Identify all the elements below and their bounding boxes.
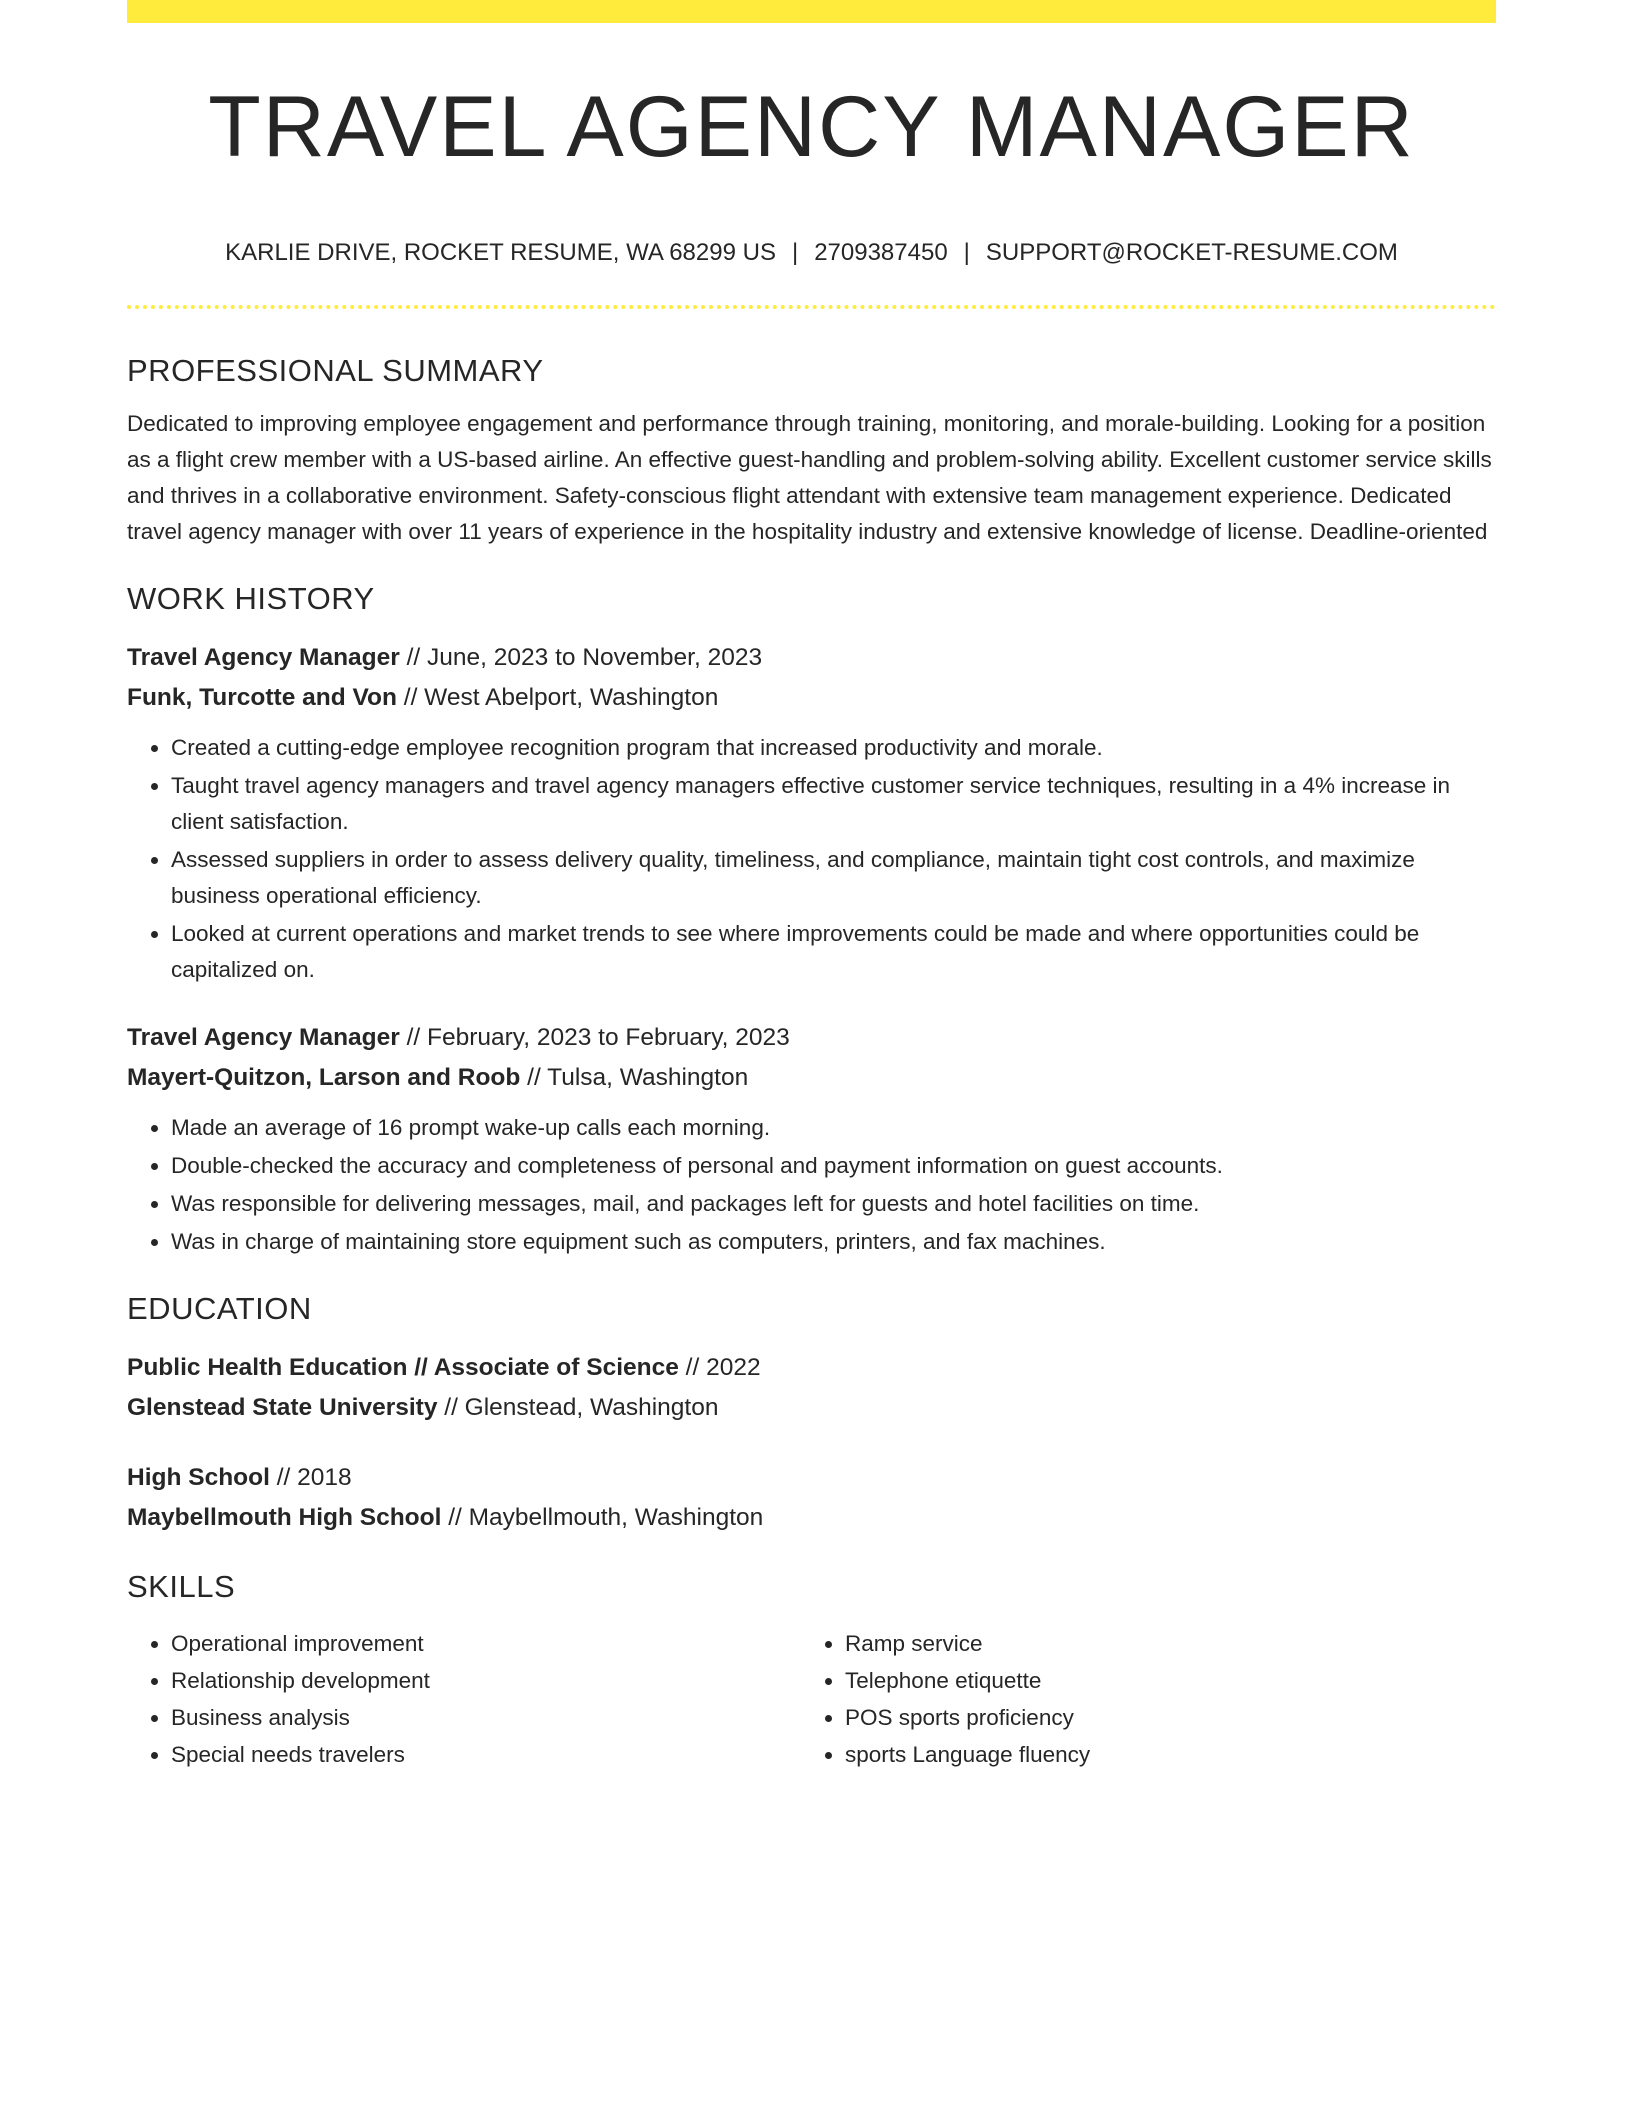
summary-section: [127, 350, 1496, 550]
resume-title: TRAVEL AGENCY MANAGER: [208, 79, 1415, 175]
education-entry: [127, 1458, 1496, 1538]
contact-line: [127, 236, 1496, 270]
job-dates: // February, 2023 to February, 2023: [399, 1024, 790, 1051]
job-location: // Tulsa, Washington: [520, 1064, 749, 1091]
job-company-line: [127, 678, 1496, 718]
job-location: // West Abelport, Washington: [396, 684, 719, 711]
contact-phone: 2709387450: [814, 239, 948, 266]
skills-heading: SKILLS: [127, 1569, 236, 1604]
work-history-heading: WORK HISTORY: [127, 581, 375, 616]
job-entry: [127, 1018, 1496, 1260]
list-item: • Ramp service: [845, 1626, 1475, 1662]
dotted-divider: [127, 305, 1496, 309]
job-entry: [127, 638, 1496, 988]
job-bullets: [127, 730, 1496, 988]
job-role-line: [127, 638, 1496, 678]
education-heading: EDUCATION: [127, 1291, 312, 1326]
list-item: • Relationship development: [171, 1663, 801, 1699]
education-school: Maybellmouth High School: [127, 1504, 442, 1531]
work-history-section: [127, 578, 1496, 1260]
contact-email: SUPPORT@ROCKET-RESUME.COM: [985, 239, 1398, 266]
list-item: • Business analysis: [171, 1700, 801, 1736]
summary-heading: PROFESSIONAL SUMMARY: [127, 353, 544, 388]
education-school: Glenstead State University: [127, 1394, 438, 1421]
list-item: • POS sports proficiency: [845, 1700, 1475, 1736]
list-item: • Assessed suppliers in order to assess delivery quality, timeliness, and compliance, maintain tight cost controls, and maximize business operational efficiency.: [171, 842, 1496, 914]
list-item: • Taught travel agency managers and travel agency managers effective customer service techniques, resulting in a 4% increase in client satisfaction.: [171, 768, 1496, 840]
list-item: • Operational improvement: [171, 1626, 801, 1662]
education-entry: [127, 1348, 1496, 1428]
list-item: • Special needs travelers: [171, 1737, 801, 1773]
skills-right-column: [801, 1626, 1475, 1774]
summary-text: Dedicated to improving employee engagement and performance through training, monitoring, and morale-building. Looking for a position as a flight crew member with a US-based airline. An effective guest-handling and problem-solving ability. Excellent customer service skills and thrives in a collaborative environment. Safety-conscious flight attendant with extensive team management experience. Dedicated travel agency manager with over 11 years of experience in the hospitality industry and extensive knowledge of license. Deadline-oriented: [127, 411, 1492, 544]
job-company: Funk, Turcotte and Von: [127, 684, 397, 711]
education-degree-line: [127, 1348, 1496, 1388]
education-degree-line: [127, 1458, 1496, 1498]
contact-address: KARLIE DRIVE, ROCKET RESUME, WA 68299 US: [225, 239, 776, 266]
job-dates: // June, 2023 to November, 2023: [399, 644, 763, 671]
education-location: // Glenstead, Washington: [437, 1394, 719, 1421]
education-degree: Public Health Education // Associate of Science: [127, 1354, 679, 1381]
list-item: • Made an average of 16 prompt wake-up calls each morning.: [171, 1110, 1496, 1146]
job-role-line: [127, 1018, 1496, 1058]
skills-columns: [127, 1626, 1496, 1774]
list-item: • Was responsible for delivering messages, mail, and packages left for guests and hotel facilities on time.: [171, 1186, 1496, 1222]
education-location: // Maybellmouth, Washington: [441, 1504, 764, 1531]
skills-section: [127, 1566, 1496, 1774]
job-company-line: [127, 1058, 1496, 1098]
skills-left-column: [127, 1626, 801, 1774]
list-item: • Double-checked the accuracy and completeness of personal and payment information on guest accounts.: [171, 1148, 1496, 1184]
list-item: • Was in charge of maintaining store equipment such as computers, printers, and fax machines.: [171, 1224, 1496, 1260]
list-item: • sports Language fluency: [845, 1737, 1475, 1773]
resume-body: [127, 350, 1496, 1774]
job-role: Travel Agency Manager: [127, 1024, 400, 1051]
list-item: • Looked at current operations and market trends to see where improvements could be made and where opportunities could be capitalized on.: [171, 916, 1496, 988]
education-year: // 2018: [269, 1464, 352, 1491]
education-school-line: [127, 1388, 1496, 1428]
education-year: // 2022: [678, 1354, 761, 1381]
education-section: [127, 1288, 1496, 1538]
job-bullets: [127, 1110, 1496, 1260]
job-role: Travel Agency Manager: [127, 644, 400, 671]
contact-separator: |: [963, 239, 970, 266]
contact-separator: |: [791, 239, 799, 266]
education-degree: High School: [127, 1464, 270, 1491]
list-item: • Telephone etiquette: [845, 1663, 1475, 1699]
job-company: Mayert-Quitzon, Larson and Roob: [127, 1064, 521, 1091]
list-item: • Created a cutting-edge employee recognition program that increased productivity and morale.: [171, 730, 1496, 766]
education-school-line: [127, 1498, 1496, 1538]
accent-top-bar: [127, 0, 1496, 23]
